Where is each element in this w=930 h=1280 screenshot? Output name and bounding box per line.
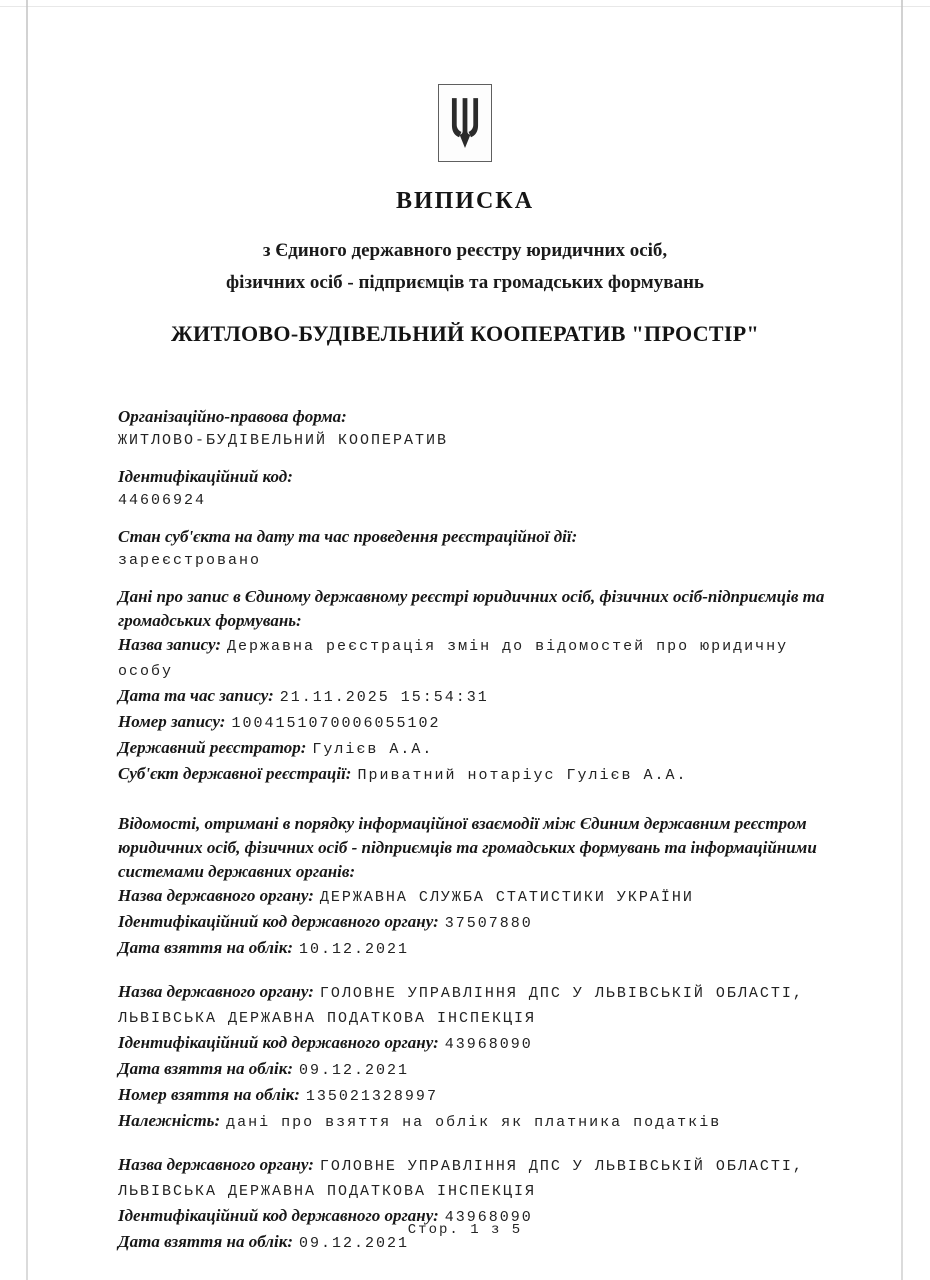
org-row	[118, 1083, 838, 1109]
section-heading: Відомості, отримані в порядку інформаційної взаємодії між Єдиним державним реєстром юридичних осіб, фізичних осіб - підприємців та громадських формувань та інформаційними системами державних органів:	[118, 814, 817, 881]
document-title: ВИПИСКА	[395, 188, 535, 214]
row-value: 37507880	[444, 915, 533, 932]
row-value: 43968090	[444, 1209, 533, 1226]
org-group-statistics	[118, 884, 838, 962]
row-label: Державний реєстратор:	[118, 738, 307, 757]
scan-artifact-right	[901, 0, 903, 1280]
document-subtitle	[0, 235, 930, 299]
org-row	[118, 980, 838, 1031]
org-group-tax-office	[118, 1153, 838, 1256]
row-label: Дата взяття на облік:	[118, 1232, 293, 1251]
registry-record-section	[118, 585, 838, 788]
subtitle-line-2: фізичних осіб - підприємців та громадських формувань	[226, 272, 704, 293]
page-indicator: Стор. 1 з 5	[407, 1222, 523, 1238]
document-body	[0, 347, 930, 1256]
row-label: Дата взяття на облік:	[118, 938, 293, 957]
row-label: Ідентифікаційний код державного органу:	[118, 1206, 439, 1225]
section-heading: Дані про запис в Єдиному державному реєстрі юридичних осіб, фізичних осіб-підприємців та громадських формувань:	[118, 587, 825, 630]
field-value: зареєстровано	[118, 552, 262, 569]
field-value: 44606924	[118, 492, 207, 509]
field-value: ЖИТЛОВО-БУДІВЕЛЬНИЙ КООПЕРАТИВ	[118, 432, 449, 449]
entity-name: ЖИТЛОВО-БУДІВЕЛЬНИЙ КООПЕРАТИВ "ПРОСТІР"	[170, 321, 760, 346]
row-label: Ідентифікаційний код державного органу:	[118, 1033, 439, 1052]
record-row	[118, 684, 838, 710]
row-value: 09.12.2021	[298, 1062, 409, 1079]
org-row	[118, 884, 838, 910]
row-value: 43968090	[444, 1036, 533, 1053]
row-value: 10.12.2021	[298, 941, 409, 958]
row-label: Назва державного органу:	[118, 1155, 314, 1174]
row-label: Назва державного органу:	[118, 982, 314, 1001]
field-label: Стан суб'єкта на дату та час проведення реєстраційної дії:	[118, 527, 578, 546]
row-value: Гулієв А.А.	[312, 741, 434, 758]
record-row	[118, 762, 838, 788]
field-identification-code	[118, 465, 838, 513]
field-label: Ідентифікаційний код:	[118, 467, 293, 486]
interagency-info-section	[118, 812, 838, 1256]
row-label: Належність:	[118, 1111, 221, 1130]
record-row	[118, 736, 838, 762]
row-value: ГОЛОВНЕ УПРАВЛІННЯ ДПС У ЛЬВІВСЬКІЙ ОБЛАСТІ, ЛЬВІВСЬКА ДЕРЖАВНА ПОДАТКОВА ІНСПЕКЦІЯ	[118, 985, 804, 1027]
org-row	[118, 910, 838, 936]
row-value: 09.12.2021	[298, 1235, 409, 1252]
row-value: 21.11.2025 15:54:31	[279, 689, 489, 706]
row-label: Назва державного органу:	[118, 886, 314, 905]
row-label: Дата взяття на облік:	[118, 1059, 293, 1078]
row-label: Назва запису:	[118, 635, 222, 654]
row-label: Суб'єкт державної реєстрації:	[118, 764, 352, 783]
field-entity-status	[118, 525, 838, 573]
row-label: Номер запису:	[118, 712, 226, 731]
row-value: дані про взяття на облік як платника податків	[226, 1114, 722, 1131]
row-label: Дата та час запису:	[118, 686, 274, 705]
subtitle-line-1: з Єдиного державного реєстру юридичних осіб,	[262, 240, 668, 261]
org-row	[118, 936, 838, 962]
org-row	[118, 1057, 838, 1083]
row-label: Номер взяття на облік:	[118, 1085, 300, 1104]
row-value: ДЕРЖАВНА СЛУЖБА СТАТИСТИКИ УКРАЇНИ	[319, 889, 694, 906]
org-row	[118, 1109, 838, 1135]
coat-of-arms-icon	[438, 84, 492, 162]
org-group-tax-registration	[118, 980, 838, 1135]
page-footer	[0, 1222, 930, 1238]
row-value: 1004151070006055102	[231, 715, 441, 732]
org-row	[118, 1031, 838, 1057]
document-header	[0, 0, 930, 347]
row-value: 135021328997	[305, 1088, 438, 1105]
field-label: Організаційно-правова форма:	[118, 407, 347, 426]
record-row	[118, 633, 838, 684]
row-value: Приватний нотаріус Гулієв А.А.	[357, 767, 688, 784]
field-legal-form	[118, 405, 838, 453]
record-row	[118, 710, 838, 736]
row-label: Ідентифікаційний код державного органу:	[118, 912, 439, 931]
row-value: Державна реєстрація змін до відомостей про юридичну особу	[118, 638, 789, 680]
row-value: ГОЛОВНЕ УПРАВЛІННЯ ДПС У ЛЬВІВСЬКІЙ ОБЛАСТІ, ЛЬВІВСЬКА ДЕРЖАВНА ПОДАТКОВА ІНСПЕКЦІЯ	[118, 1158, 804, 1200]
scan-artifact-left	[26, 0, 28, 1280]
scan-artifact-top	[0, 6, 930, 7]
org-row	[118, 1153, 838, 1204]
